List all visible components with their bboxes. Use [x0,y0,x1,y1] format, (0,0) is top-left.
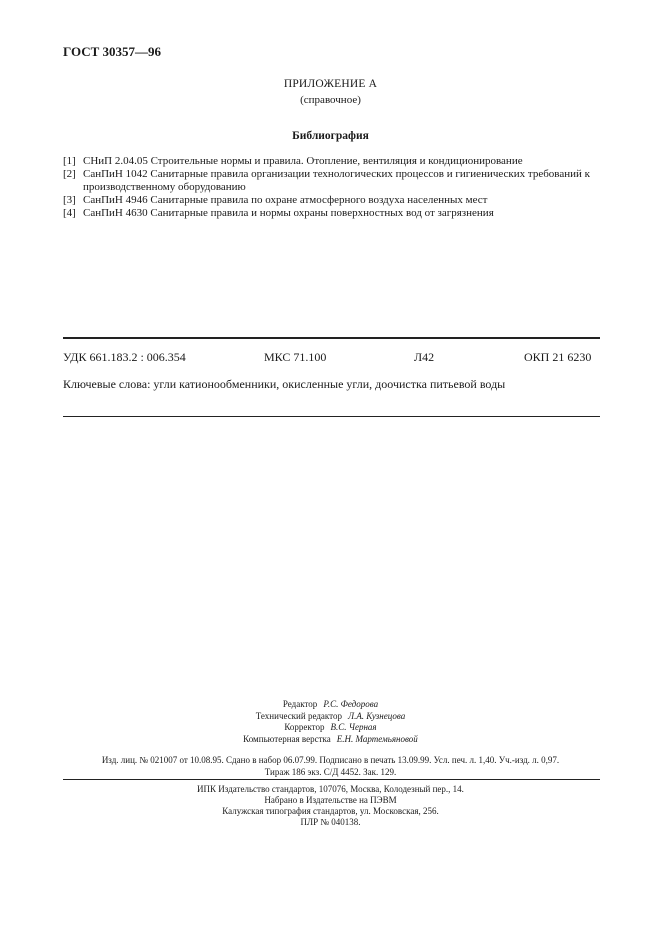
imprint [0,755,661,778]
imprint-rule [63,779,600,780]
bibliography-item-number: [1] [63,155,76,167]
publisher-line: Набрано в Издательстве на ПЭВМ [264,795,397,805]
staff-row [0,699,661,711]
staff-role: Редактор [282,699,318,709]
bibliography-item [63,194,603,207]
appendix-title: ПРИЛОЖЕНИЕ А [283,78,378,90]
bibliography-item-text: СанПиН 4630 Санитарные правила и нормы охраны поверхностных вод от загрязнения [83,207,494,219]
keywords: Ключевые слова: угли катионообменники, окисленные угли, доочистка питьевой воды [63,377,506,391]
staff-role: Корректор [284,722,325,732]
bibliography-item [63,155,603,168]
staff-row [0,734,661,746]
document-code: ГОСТ 30357—96 [63,44,162,59]
staff-role: Технический редактор [255,710,342,721]
bibliography-list [63,155,603,220]
publisher-line: ИПК Издательство стандартов, 107076, Москва, Колодезный пер., 14. [197,784,464,794]
keywords-bottom-rule [63,416,600,417]
staff-name: Р.С. Федорова [323,699,379,709]
bibliography-item [63,207,603,220]
staff-credits [0,699,661,745]
bibliography-item-text: СанПиН 4946 Санитарные правила по охране атмосферного воздуха населенных мест [83,194,488,206]
appendix-subtitle: (справочное) [300,94,361,106]
bibliography-item-number: [3] [63,194,76,206]
udk-code: УДК 661.183.2 : 006.354 [63,350,186,364]
staff-name: В.С. Черная [330,722,377,732]
bibliography-item [63,168,603,194]
mks-code: МКС 71.100 [264,350,327,364]
bibliography-item-number: [4] [63,207,76,219]
publisher-line: Калужская типография стандартов, ул. Московская, 256. [222,806,439,816]
publisher-info [0,784,661,828]
staff-row [0,711,661,723]
okp-code: ОКП 21 6230 [524,350,592,364]
bibliography-item-text: СанПиН 1042 Санитарные правила организации технологических процессов и гигиенических требований к производственному оборудованию [83,168,590,193]
staff-name: Л.А. Кузнецова [347,710,406,721]
bibliography-title: Библиография [292,130,369,142]
group-code: Л42 [414,350,435,364]
staff-name: Е.Н. Мартемьяновой [336,733,418,744]
staff-row [0,722,661,734]
publisher-line: ПЛР № 040138. [300,817,361,827]
imprint-line: Изд. лиц. № 021007 от 10.08.95. Сдано в набор 06.07.99. Подписано в печать 13.09.99. Усл. печ. л. 1,40. Уч.-изд. л. 0,97. [101,755,560,765]
bibliography-item-text: СНиП 2.04.05 Строительные нормы и правила. Отопление, вентиляция и кондиционирование [83,155,523,167]
staff-role: Компьютерная верстка [243,733,331,744]
classification-top-rule [63,337,600,339]
bibliography-item-number: [2] [63,168,76,180]
imprint-line: Тираж 186 экз. С/Д 4452. Зак. 129. [264,766,397,777]
